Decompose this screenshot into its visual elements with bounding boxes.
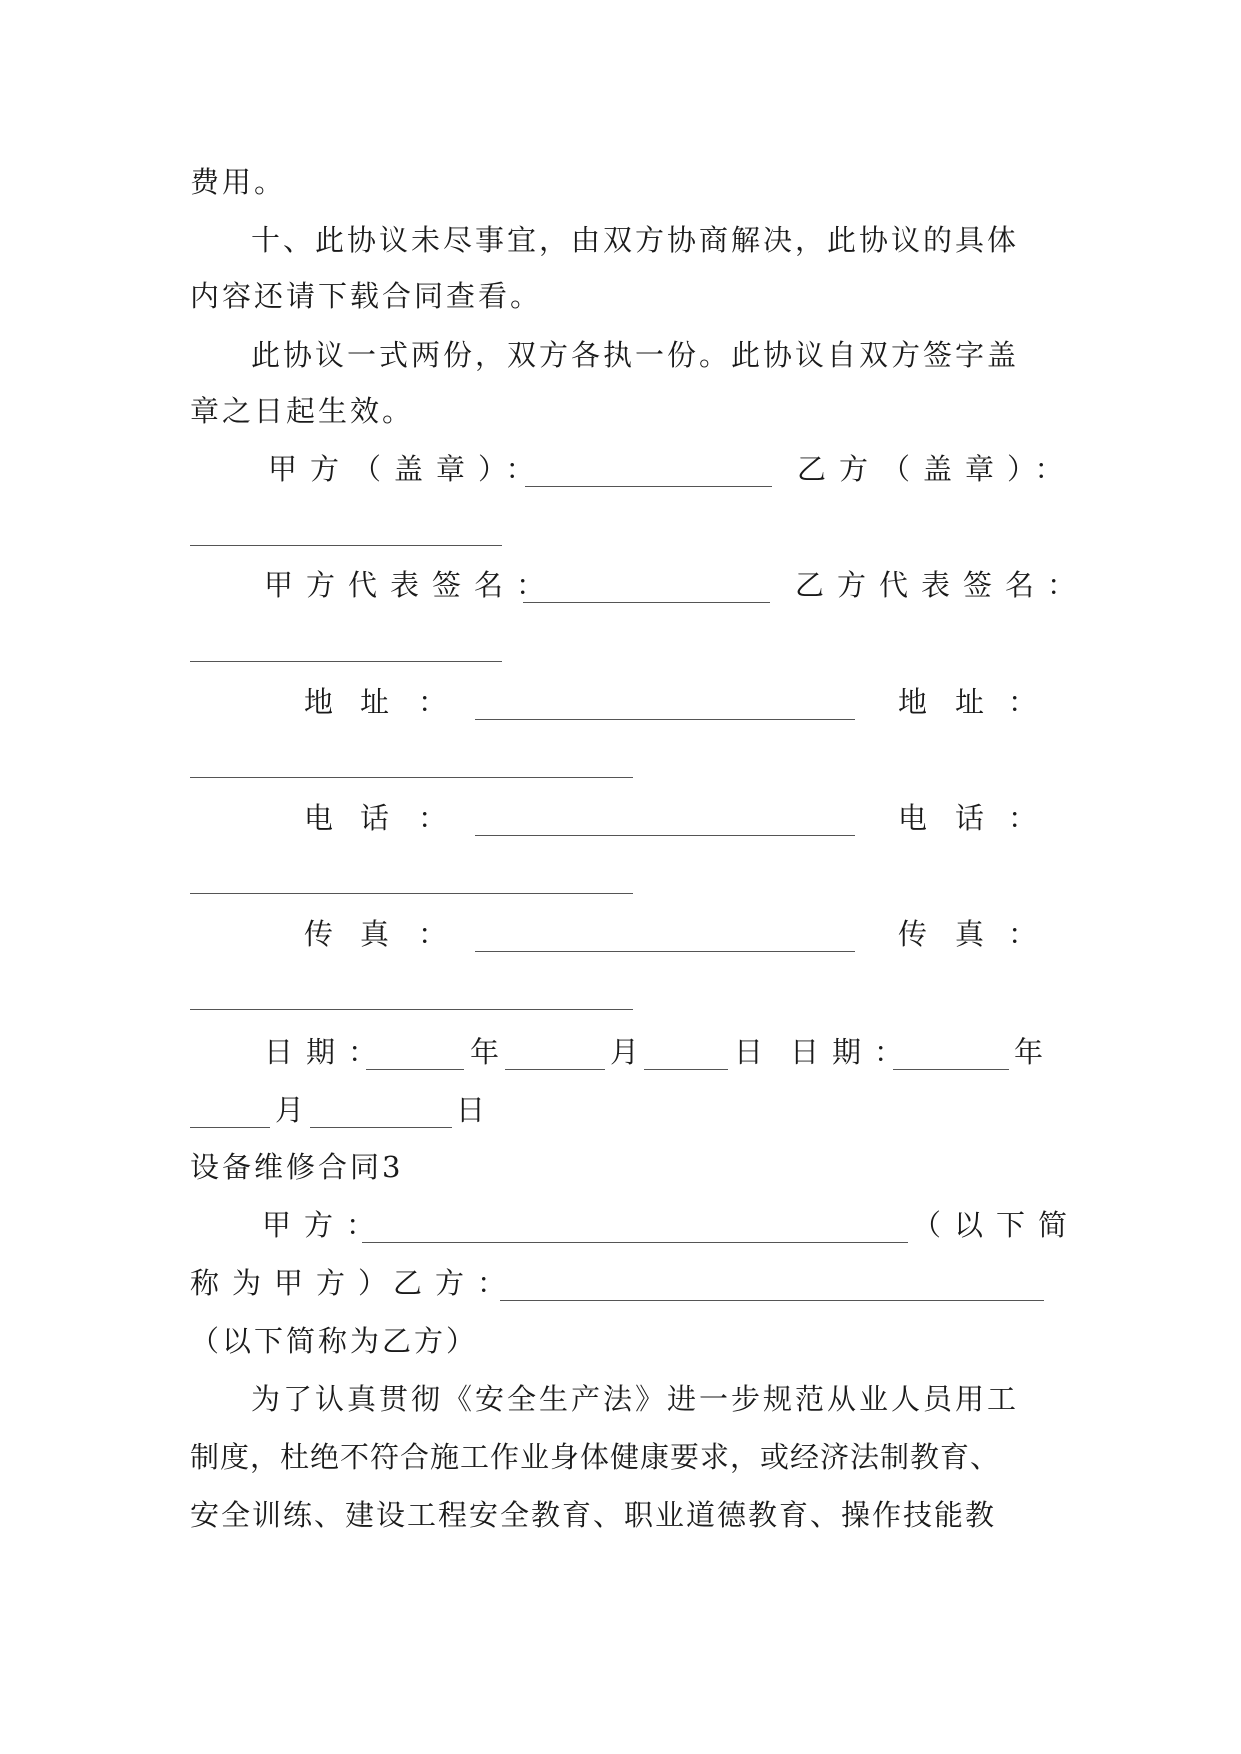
contract-3-party-a-label: 甲方： [262,1208,389,1242]
address-a-blank [475,719,855,720]
party-b-seal-label: 乙方（盖章）： [797,452,1077,486]
party-a-seal-blank [525,486,772,487]
date-b-month-label: 月 [275,1093,305,1127]
date-b-day-blank [310,1127,452,1128]
clause-10-line-2: 内容还请下载合同查看。 [190,279,543,313]
party-a-seal-label: 甲方（盖章）： [268,452,548,486]
contract-3-party-b-suffix: （以下简称为乙方） [190,1324,479,1358]
phone-label-b-colon: ： [1008,801,1038,835]
party-b-rep-label: 乙方代表签名： [795,568,1090,602]
phone-label-a-char2: 话 [360,801,390,835]
fax-label-a-char1: 传 [304,917,334,951]
copies-line-1: 此协议一式两份，双方各执一份。此协议自双方签字盖 [251,338,1020,372]
contract-3-party-b-label: 乙方： [393,1266,520,1300]
contract-3-title: 设备维修合同3 [190,1150,404,1184]
party-b-rep-blank [190,661,502,662]
contract-3-body-line-1: 为了认真贯彻《安全生产法》进一步规范从业人员用工 [251,1382,1020,1416]
date-a-day-label: 日 [734,1035,764,1069]
date-label-a: 日期： [264,1035,391,1069]
address-label-a-char2: 址 [360,685,390,719]
party-a-rep-blank [523,602,770,603]
contract-3-body-line-2: 制度，杜绝不符合施工作业身体健康要求，或经济法制教育、 [190,1440,1001,1474]
contract-3-party-a-blank [362,1242,908,1243]
date-a-month-blank [505,1069,605,1070]
address-label-a-char1: 地 [304,685,334,719]
address-b-blank [190,777,633,778]
address-label-b-char1: 地 [898,685,928,719]
fax-b-blank [190,1009,633,1010]
fax-label-b-colon: ： [1008,917,1038,951]
address-label-b-char2: 址 [955,685,985,719]
phone-b-blank [190,893,633,894]
address-label-a-colon: ： [418,685,448,719]
phone-label-b-char1: 电 [898,801,928,835]
fax-a-blank [475,951,855,952]
party-b-seal-blank [190,545,502,546]
date-a-day-blank [644,1069,728,1070]
phone-label-a-char1: 电 [304,801,334,835]
date-label-b: 日期： [790,1035,917,1069]
fax-label-a-char2: 真 [360,917,390,951]
fax-label-a-colon: ： [418,917,448,951]
phone-a-blank [475,835,855,836]
phone-label-a-colon: ： [418,801,448,835]
date-b-day-label: 日 [456,1093,486,1127]
date-b-year-label: 年 [1014,1035,1044,1069]
fax-label-b-char1: 传 [898,917,928,951]
contract-3-body-line-3: 安全训练、建设工程安全教育、职业道德教育、操作技能教 [190,1498,997,1532]
date-a-year-label: 年 [470,1035,500,1069]
date-b-year-blank [893,1069,1009,1070]
date-b-month-blank [190,1127,270,1128]
contract-3-party-a-suffix-2: 称为甲方） [190,1266,401,1300]
clause-10-line-1: 十、此协议未尽事宜，由双方协商解决，此协议的具体 [251,223,1020,257]
phone-label-b-char2: 话 [955,801,985,835]
date-a-month-label: 月 [610,1035,640,1069]
party-a-rep-label: 甲方代表签名： [264,568,559,602]
contract-3-party-b-blank [500,1300,1044,1301]
date-a-year-blank [366,1069,464,1070]
address-label-b-colon: ： [1008,685,1038,719]
fax-label-b-char2: 真 [955,917,985,951]
copies-line-2: 章之日起生效。 [190,394,415,428]
text-fee-end: 费用。 [190,165,287,199]
contract-3-party-a-suffix: （以下简 [912,1208,1081,1242]
